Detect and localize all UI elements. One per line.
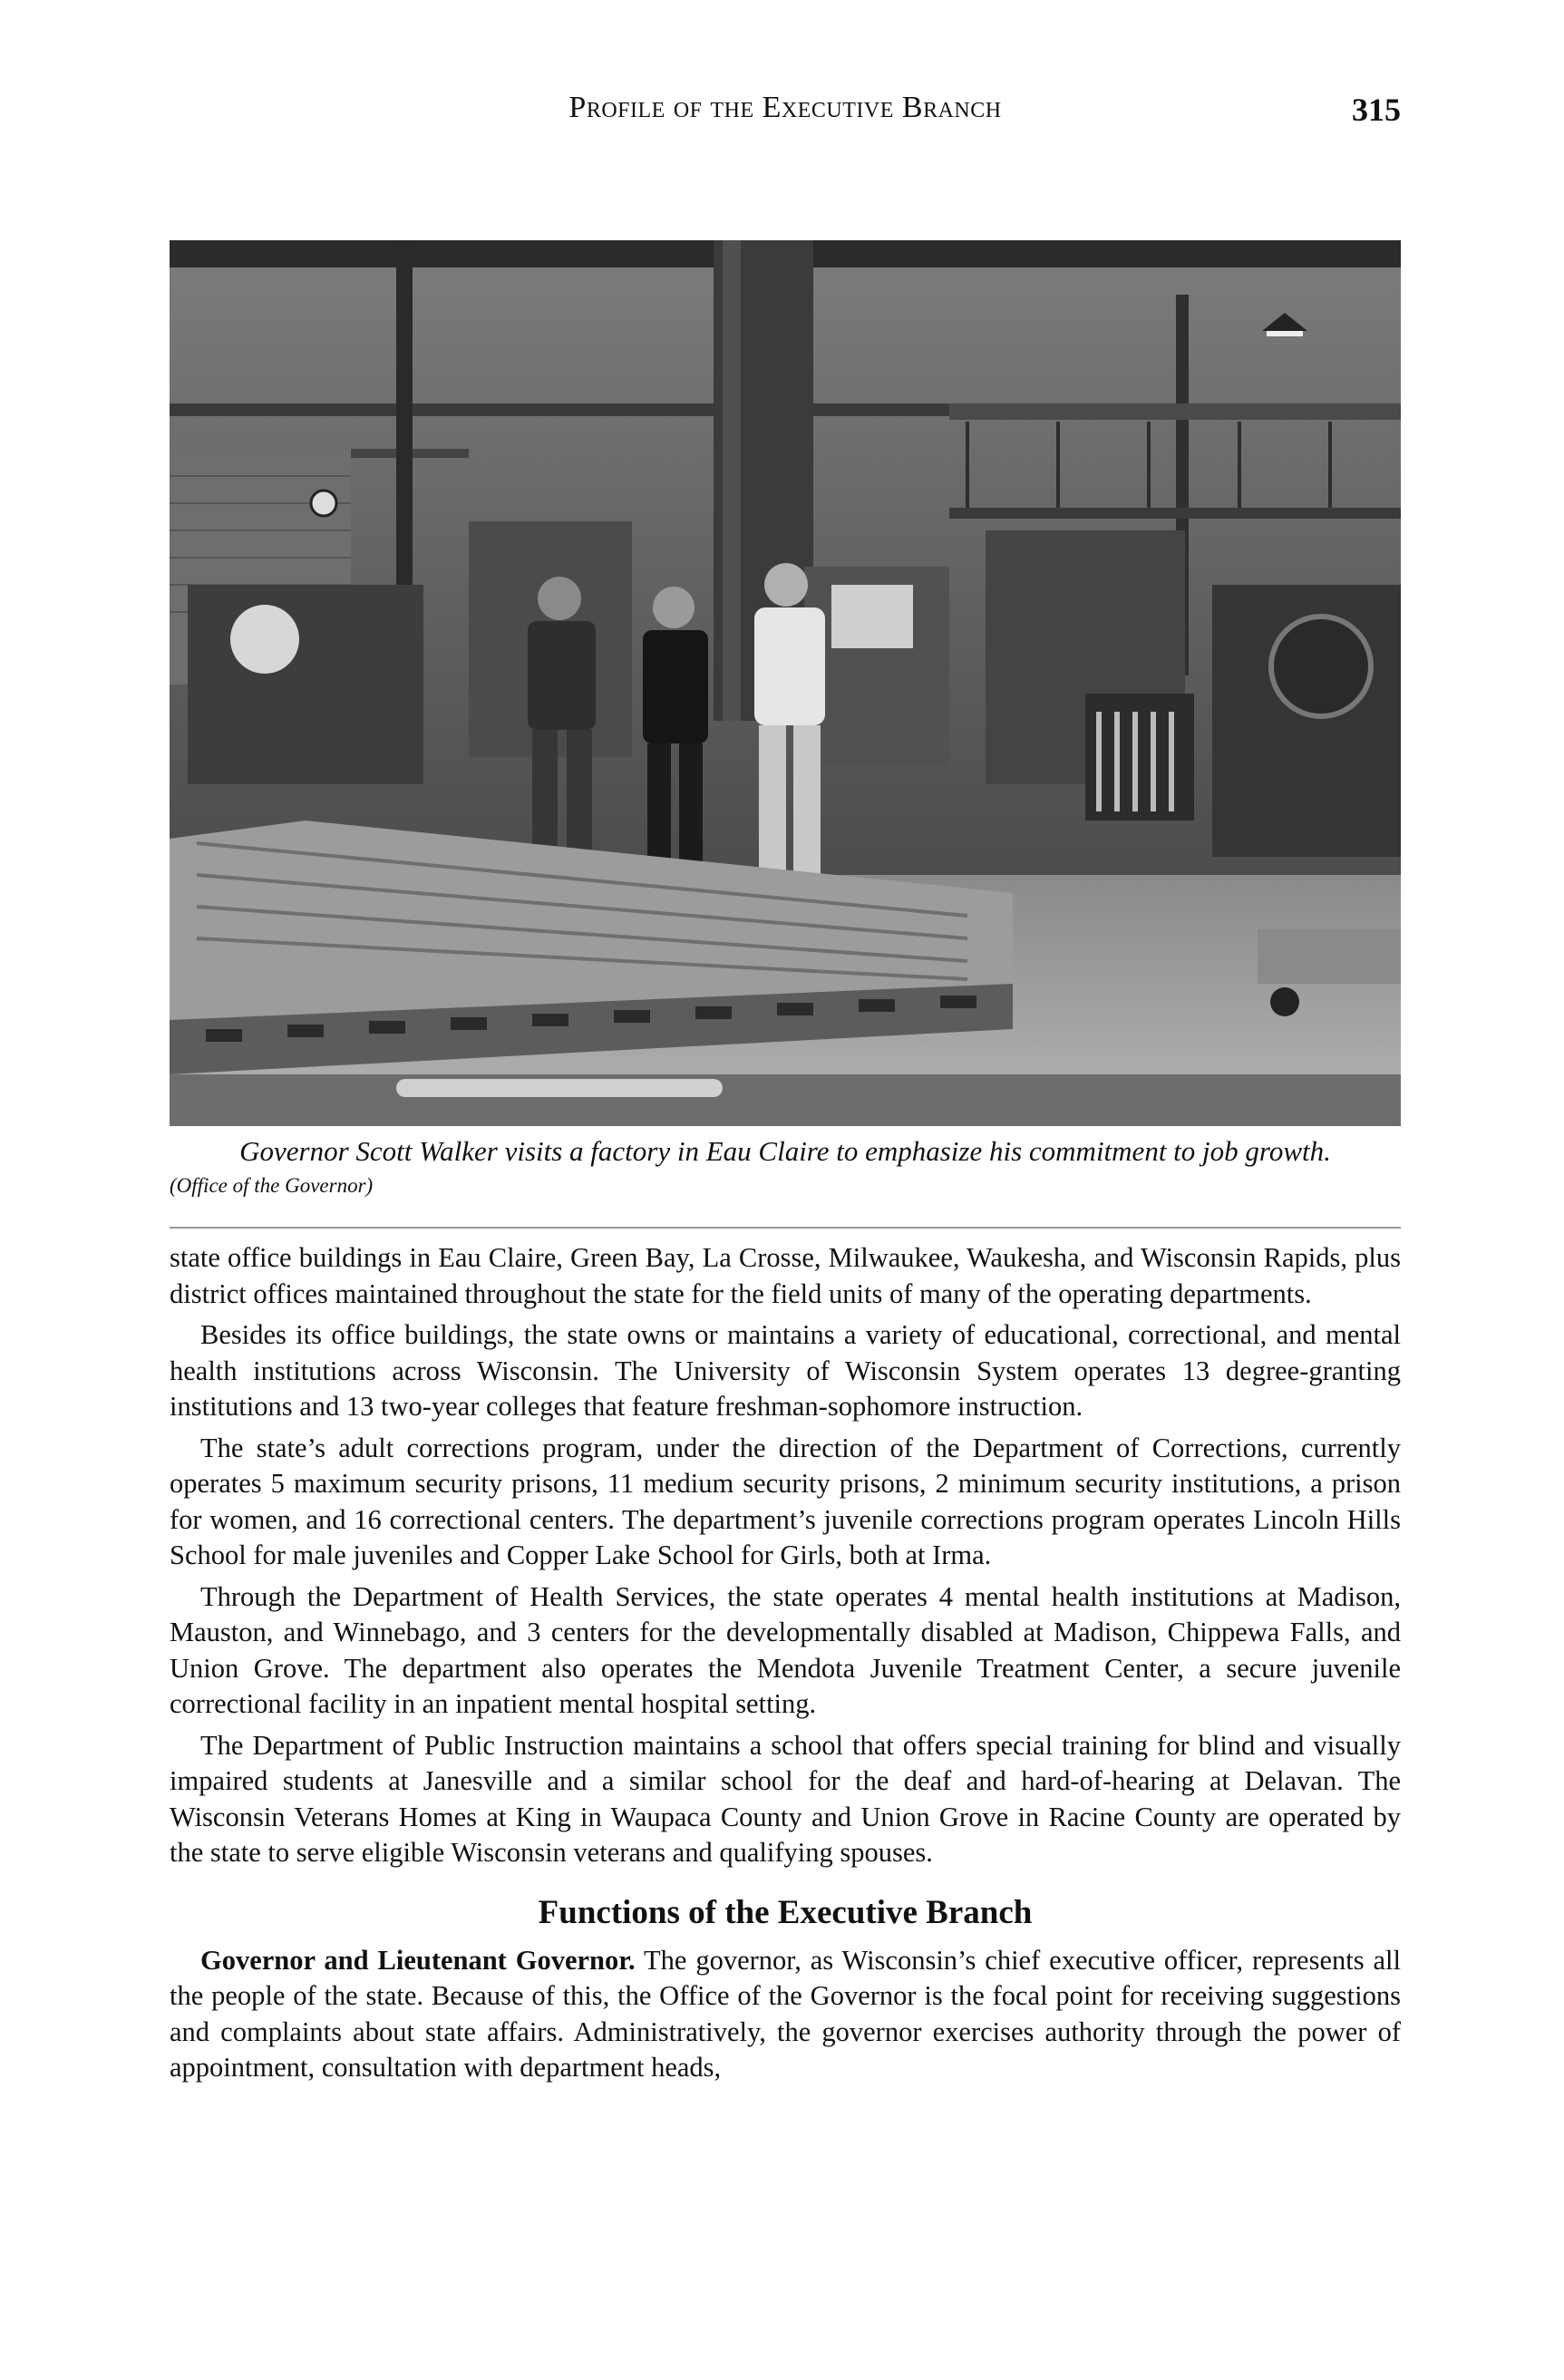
paragraph-1: state office buildings in Eau Claire, Green Bay, La Crosse, Milwaukee, Waukesha, and Wisconsin Rapids, plus district offices maintained throughout the state for the field units of many of the operating departments. [170,1242,1401,1309]
photo-credit: (Office of the Governor) [170,1174,374,1197]
page-number: 315 [1352,92,1401,128]
factory-photo-illustration [170,240,1401,1126]
paragraph-6-text: The governor, as Wisconsin’s chief executive officer, represents all the people of the state. Because of this, the Office of the Governor is the focal point for receiving suggestions and complaints about state affairs. Administratively, the governor exercises authority through the power of appointment, consultation with department heads, [170,1944,1401,2083]
photo-caption [170,1133,1401,1200]
paragraph-4: Through the Department of Health Services, the state operates 4 mental health institutions at Madison, Mauston, and Winnebago, and 3 centers for the developmentally disabled at Madison, Chippewa Falls, and Union Grove. The department also operates the Mendota Juvenile Treatment Center, a secure juvenile correctional facility in an inpatient mental hospital setting. [170,1580,1401,1719]
body-text [170,1240,1401,2092]
page-header [170,91,1401,145]
factory-photo [170,240,1401,1126]
section-heading: Functions of the Executive Branch [538,1893,1033,1931]
paragraph-2: Besides its office buildings, the state owns or maintains a variety of educational, correctional, and mental health institutions across Wisconsin. The University of Wisconsin System operates 13 degree-granting institutions and 13 two-year colleges that feature freshman-sophomore instruction. [170,1319,1401,1422]
running-head: Profile of the Executive Branch [568,91,1002,124]
paragraph-5: The Department of Public Instruction maintains a school that offers special training for blind and visually impaired students at Janesville and a similar school for the deaf and hard-of-hearing at Delavan. The Wisconsin Veterans Homes at King in Waupaca County and Union Grove in Racine County are operated by the state to serve eligible Wisconsin veterans and qualifying spouses. [170,1729,1401,1868]
caption-text: Governor Scott Walker visits a factory in Eau Claire to emphasize his commitment to job growth. [239,1135,1331,1167]
run-in-heading: Governor and Lieutenant Governor. [200,1944,636,1976]
caption-divider [170,1227,1401,1229]
paragraph-3: The state’s adult corrections program, under the direction of the Department of Corrections, currently operates 5 maximum security prisons, 11 medium security prisons, 2 minimum security institutions, a prison for women, and 16 correctional centers. The department’s juvenile corrections program operates Lincoln Hills School for male juveniles and Copper Lake School for Girls, both at Irma. [170,1432,1401,1570]
paragraph-6 [170,1943,1401,2086]
